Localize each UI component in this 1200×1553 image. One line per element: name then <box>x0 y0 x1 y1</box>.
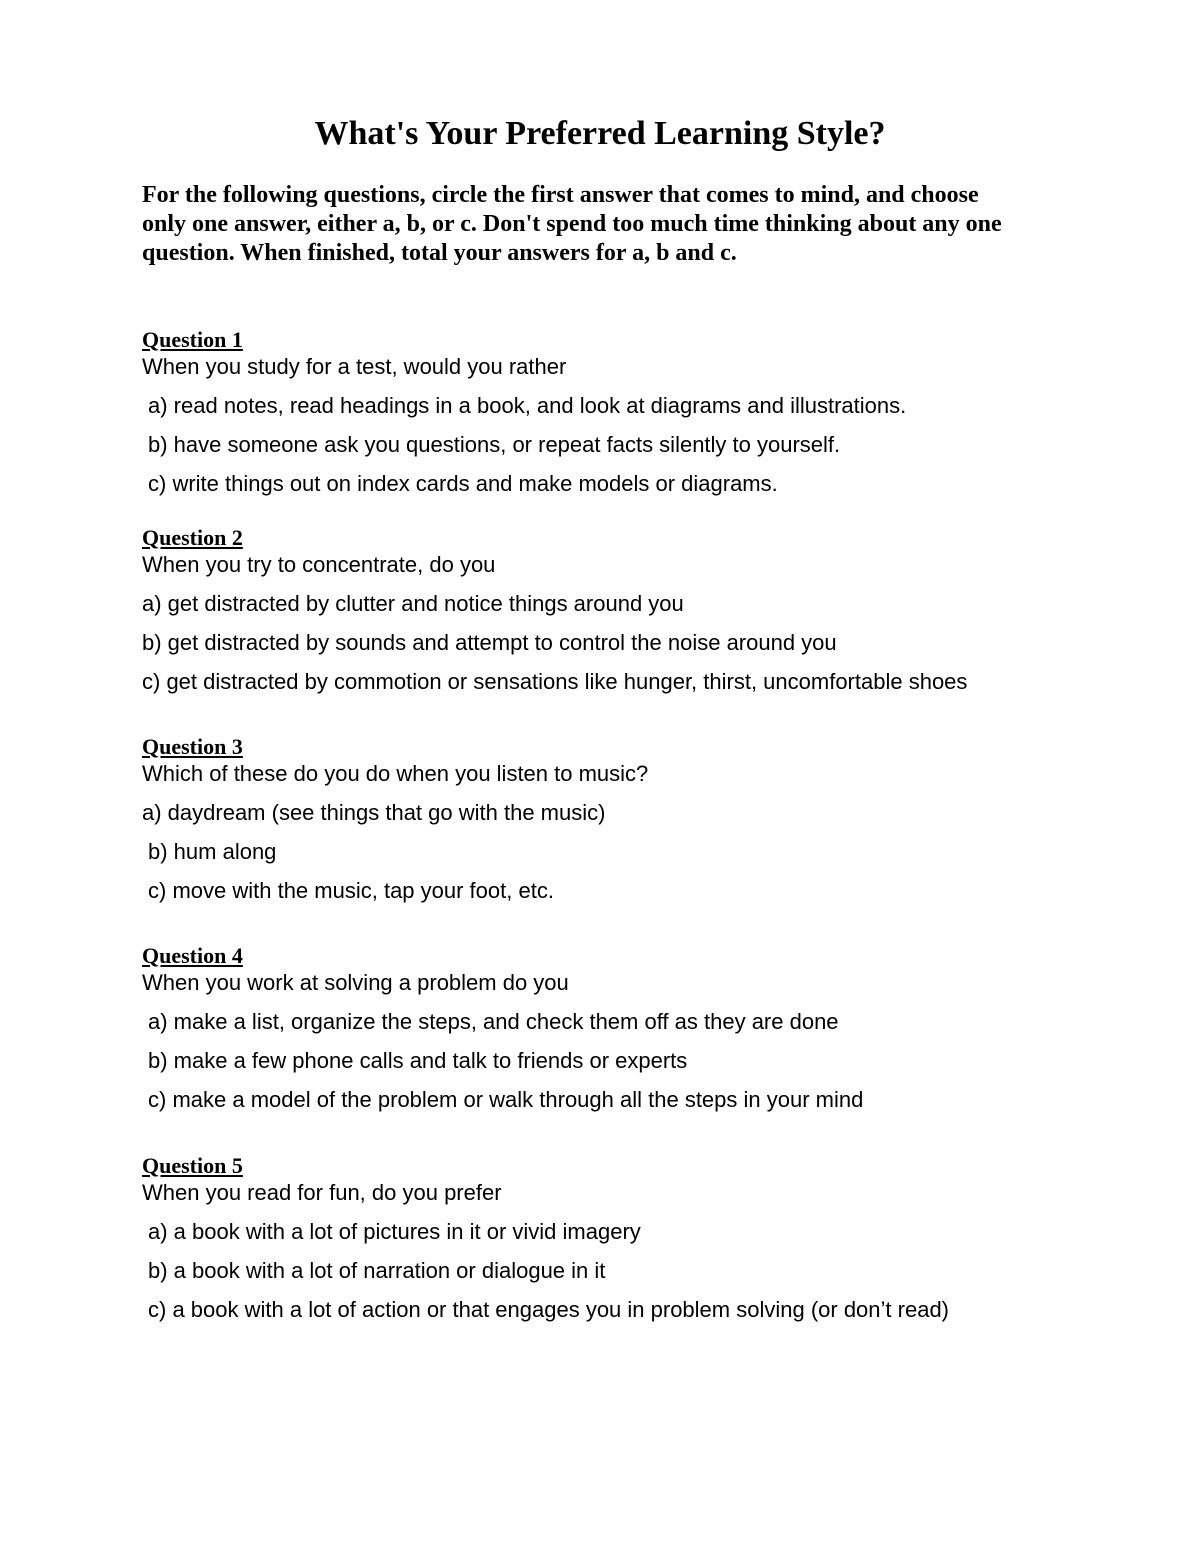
answer-options <box>142 1008 1122 1114</box>
answer-options <box>142 799 1122 905</box>
question-prompt: When you work at solving a problem do you <box>142 970 569 995</box>
answer-options <box>142 392 1122 498</box>
answer-option-a[interactable]: a) read notes, read headings in a book, and look at diagrams and illustrations. <box>148 393 907 418</box>
answer-options <box>142 590 1122 696</box>
answer-option-a[interactable]: a) make a list, organize the steps, and check them off as they are done <box>148 1009 839 1034</box>
instructions-line: question. When finished, total your answers for a, b and c. <box>142 240 737 266</box>
question-heading: Question 2 <box>142 525 243 550</box>
instructions-paragraph <box>142 181 1082 268</box>
answer-options <box>142 1218 1122 1324</box>
answer-option-c[interactable]: c) get distracted by commotion or sensations like hunger, thirst, uncomfortable shoes <box>142 669 968 694</box>
question-heading: Question 1 <box>142 327 243 352</box>
answer-option-b[interactable]: b) get distracted by sounds and attempt to control the noise around you <box>142 630 837 655</box>
question-prompt: When you try to concentrate, do you <box>142 552 496 577</box>
answer-option-b[interactable]: b) have someone ask you questions, or repeat facts silently to yourself. <box>148 432 841 457</box>
answer-option-a[interactable]: a) get distracted by clutter and notice things around you <box>142 591 684 616</box>
question-prompt: Which of these do you do when you listen to music? <box>142 761 649 786</box>
question-heading: Question 4 <box>142 943 243 968</box>
answer-option-b[interactable]: b) make a few phone calls and talk to friends or experts <box>148 1048 688 1073</box>
answer-option-a[interactable]: a) daydream (see things that go with the music) <box>142 800 606 825</box>
question-1 <box>142 327 1122 498</box>
answer-option-b[interactable]: b) a book with a lot of narration or dialogue in it <box>148 1258 606 1283</box>
answer-option-c[interactable]: c) a book with a lot of action or that engages you in problem solving (or don’t read) <box>148 1297 950 1322</box>
question-2 <box>142 525 1122 696</box>
answer-option-c[interactable]: c) move with the music, tap your foot, etc. <box>148 878 554 903</box>
question-heading: Question 5 <box>142 1153 243 1178</box>
answer-option-b[interactable]: b) hum along <box>148 839 277 864</box>
answer-option-a[interactable]: a) a book with a lot of pictures in it or vivid imagery <box>148 1219 641 1244</box>
question-heading: Question 3 <box>142 734 243 759</box>
instructions-line: For the following questions, circle the first answer that comes to mind, and choose <box>142 182 979 208</box>
page-title: What's Your Preferred Learning Style? <box>314 115 886 152</box>
question-prompt: When you study for a test, would you rather <box>142 354 567 379</box>
question-4 <box>142 943 1122 1114</box>
question-prompt: When you read for fun, do you prefer <box>142 1180 502 1205</box>
question-3 <box>142 734 1122 905</box>
instructions-line: only one answer, either a, b, or c. Don't spend too much time thinking about any one <box>142 211 1002 237</box>
question-5 <box>142 1153 1122 1324</box>
answer-option-c[interactable]: c) make a model of the problem or walk through all the steps in your mind <box>148 1087 864 1112</box>
answer-option-c[interactable]: c) write things out on index cards and make models or diagrams. <box>148 471 778 496</box>
